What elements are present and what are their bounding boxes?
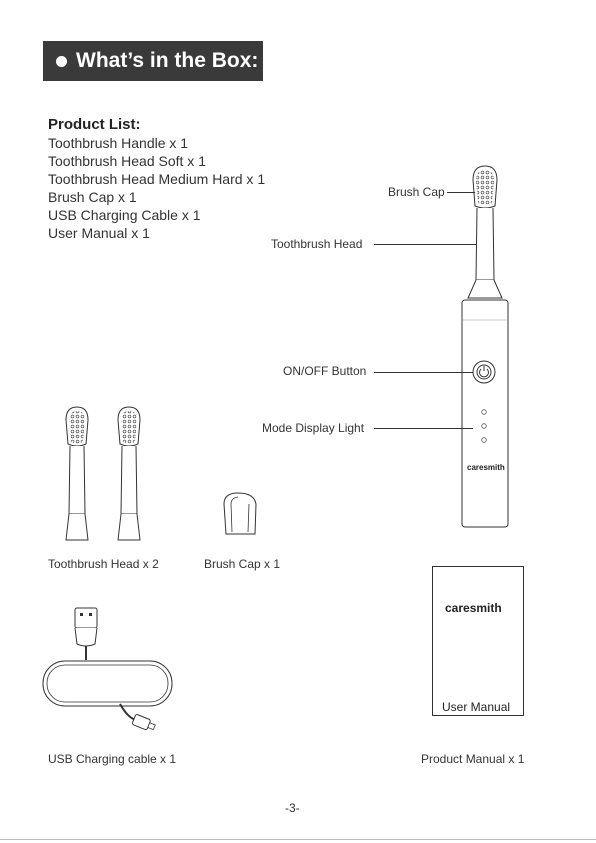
bullet-icon xyxy=(56,56,67,67)
callout-line xyxy=(374,244,476,245)
caption-manual: Product Manual x 1 xyxy=(421,752,525,766)
toothbrush-illustration xyxy=(440,160,540,535)
handle-brand-logo: caresmith xyxy=(467,463,505,472)
list-item: User Manual x 1 xyxy=(48,225,150,241)
page-edge-divider xyxy=(0,839,596,840)
callout-on-off-button: ON/OFF Button xyxy=(283,364,367,378)
list-item: Toothbrush Head Medium Hard x 1 xyxy=(48,171,266,187)
caption-cap: Brush Cap x 1 xyxy=(204,557,281,571)
list-item: USB Charging Cable x 1 xyxy=(48,207,201,223)
list-item: Toothbrush Head Soft x 1 xyxy=(48,153,206,169)
brush-cap-illustration xyxy=(218,490,268,540)
callout-toothbrush-head: Toothbrush Head xyxy=(271,237,363,251)
callout-line xyxy=(447,192,475,193)
list-item: Brush Cap x 1 xyxy=(48,189,137,205)
manual-booklet xyxy=(432,566,524,716)
manual-brand-logo: caresmith xyxy=(445,601,502,615)
section-header xyxy=(43,41,263,81)
callout-brush-cap: Brush Cap xyxy=(388,185,445,199)
caption-heads: Toothbrush Head x 2 xyxy=(48,557,159,571)
page-number: -3- xyxy=(285,801,300,815)
section-title: What’s in the Box: xyxy=(76,49,259,72)
manual-title: User Manual xyxy=(442,700,511,714)
toothbrush-heads-illustration xyxy=(60,404,160,544)
list-item: Toothbrush Handle x 1 xyxy=(48,135,189,151)
callout-mode-display-light: Mode Display Light xyxy=(262,421,365,435)
callout-line xyxy=(374,428,473,429)
callout-line xyxy=(374,372,473,373)
usb-cable-illustration xyxy=(40,600,180,750)
caption-cable: USB Charging cable x 1 xyxy=(48,752,177,766)
product-list-title: Product List: xyxy=(48,116,141,133)
